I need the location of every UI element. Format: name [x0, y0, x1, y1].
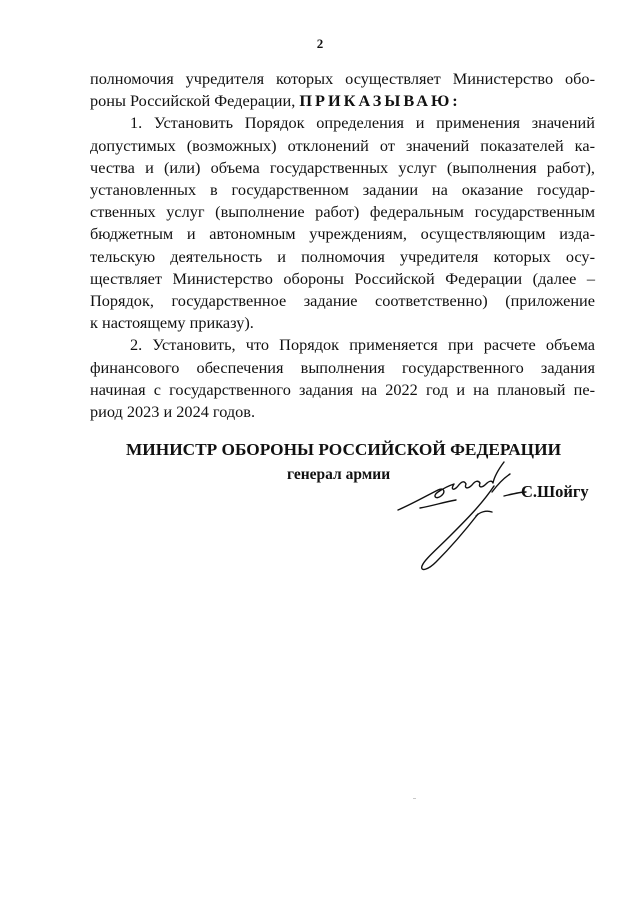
- text-line: Порядок, государственное задание соответственно) (приложение: [90, 291, 595, 311]
- signatory-name: С.Шойгу: [521, 482, 589, 501]
- text-line: полномочия учредителя которых осуществляет Министерство обо-: [90, 69, 595, 88]
- text-line: финансового обеспечения выполнения государственного задания: [90, 357, 595, 377]
- document-body: [90, 68, 595, 423]
- signatory-rank: генерал армии: [287, 466, 391, 483]
- page-number: 2: [316, 36, 324, 51]
- text-line: [90, 90, 595, 112]
- intro-paragraph: [90, 68, 595, 112]
- text-line: начиная с государственного задания на 2022 год и на плановый пе-: [90, 379, 595, 399]
- text-line: установленных в государственном задании на оказание государ-: [90, 180, 595, 200]
- text-line: тельскую деятельность и полномочия учредителя которых осу-: [90, 246, 595, 266]
- order-item-1: [90, 112, 595, 334]
- signature-block: [0, 440, 640, 580]
- order-item-2: [90, 334, 595, 423]
- text-fragment: роны Российской Федерации,: [90, 91, 296, 111]
- text-line: ществляет Министерство обороны Российской Федерации (далее –: [90, 268, 595, 288]
- text-line: 1. Установить Порядок определения и применения значений: [130, 113, 595, 133]
- text-line: 2. Установить, что Порядок применяется при расчете объема: [130, 335, 595, 355]
- text-fragment: :: [452, 91, 458, 111]
- text-line: к настоящему приказу).: [90, 313, 254, 333]
- handwritten-signature-icon: [392, 456, 527, 574]
- text-line: риод 2023 и 2024 годов.: [90, 402, 256, 422]
- text-line: ственных услуг (выполнение работ) федеральным государственным: [90, 202, 595, 222]
- text-line: допустимых (возможных) отклонений от значений показателей ка-: [90, 135, 595, 155]
- signatory-title: МИНИСТР ОБОРОНЫ РОССИЙСКОЙ ФЕДЕРАЦИИ: [126, 440, 562, 459]
- text-line: чества и (или) объема государственных услуг (выполнения работ),: [90, 157, 595, 177]
- order-keyword: ПРИКАЗЫВАЮ: [299, 91, 453, 111]
- scan-artifact: [413, 798, 416, 799]
- text-line: бюджетным и автономным учреждениям, осуществляющим изда-: [90, 224, 595, 244]
